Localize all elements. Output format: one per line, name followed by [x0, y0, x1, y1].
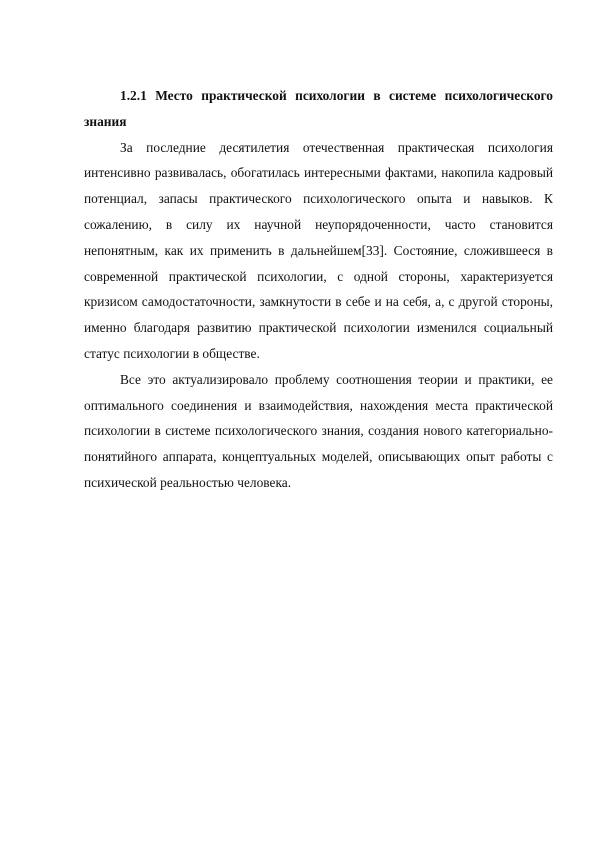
section-heading: 1.2.1 Место практической психологии в системе психологического знания: [84, 88, 553, 129]
paragraph-2: Все это актуализировало проблему соотношения теории и практики, ее оптимального соединения и взаимодействия, нахождения места практической психологии в системе психологического знания, создания нового категориально-понятийного аппарата, концептуальных моделей, описывающих опыт работы с психической реальностью человека.: [84, 371, 553, 490]
document-content: [84, 83, 553, 496]
paragraph-1: За последние десятилетия отечественная практическая психология интенсивно развивалась, обогатилась интересными фактами, накопила кадровый потенциал, запасы практического психологического опыта и навыков. К сожалению, в силу их научной неупорядоченности, часто становится непонятным, как их применить в дальнейшем[33]. Состояние, сложившееся в современной практической психологии, с одной стороны, характеризуется кризисом самодостаточности, замкнутости в себе и на себя, а, с другой стороны, именно благодаря развитию практической психологии изменился социальный статус психологии в обществе.: [84, 139, 553, 361]
